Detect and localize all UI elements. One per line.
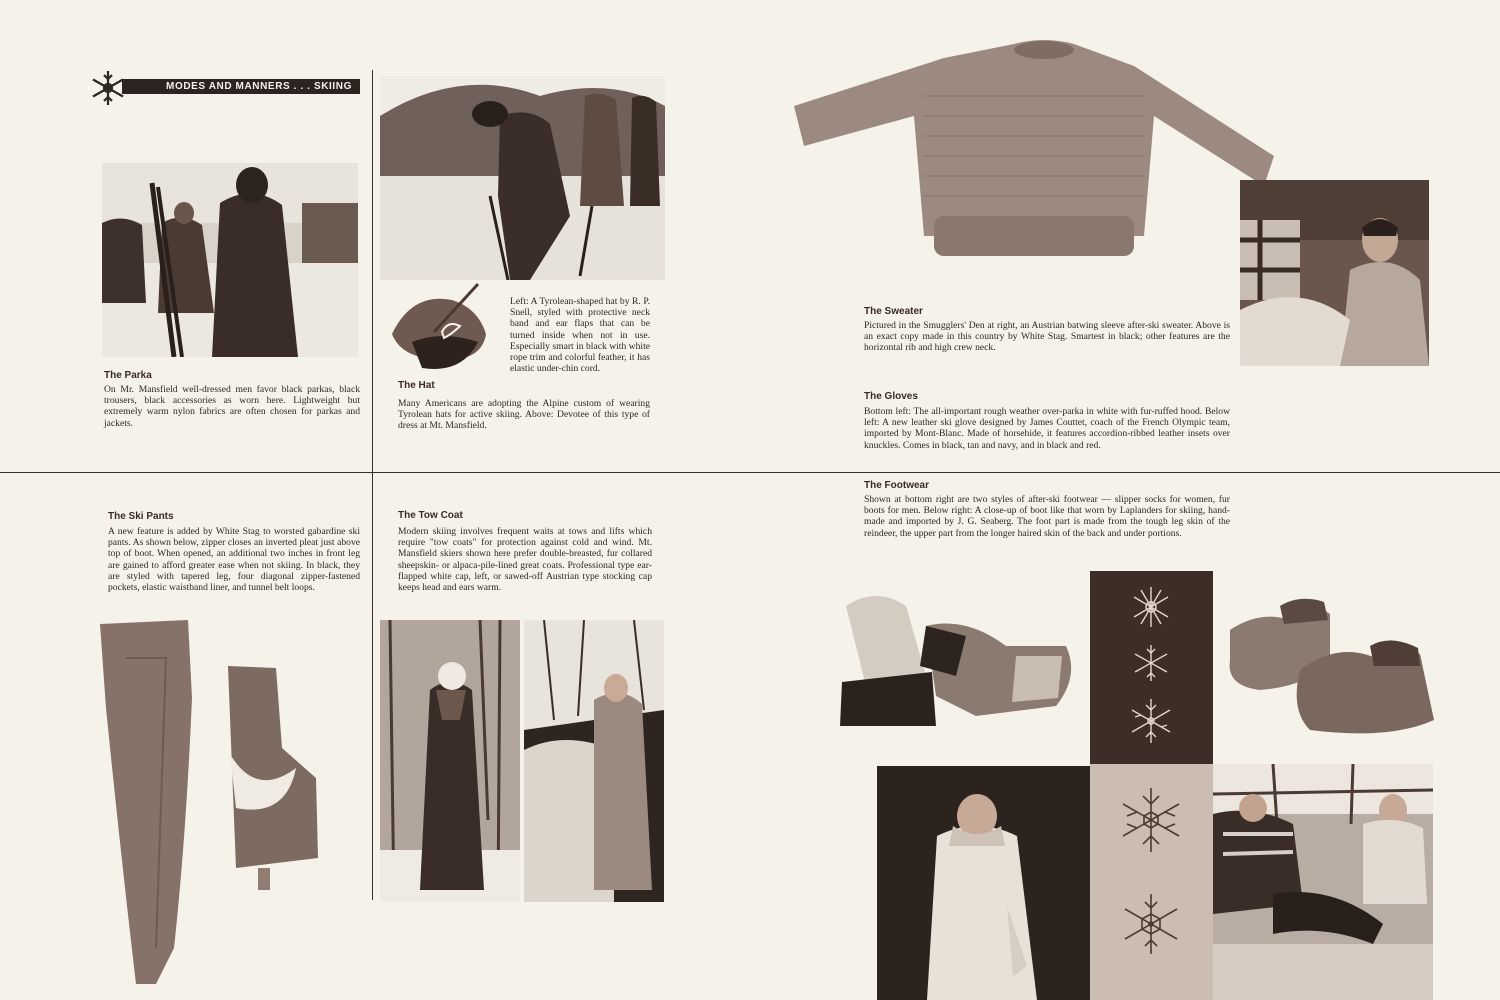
tow-coat-text: Modern skiing involves frequent waits at tows and lifts which require "tow coats" for protection against cold and wind. Mt. Mansfield skiers shown here prefer double-breasted, fur collared sheepskin- or alpaca-pile-lined great coats. Professional type ear-flapped white cap, left, or sawed-off Austrian type stocking cap keeps head and ears warm. <box>398 526 652 594</box>
hat-text: Many Americans are adopting the Alpine custom of wearing Tyrolean hats for active skiing. Above: Devotee of this type of dress at Mt. Mansfield. <box>398 398 650 432</box>
footwear-text: Shown at bottom right are two styles of after-ski footwear — slipper socks for women, fur boots for men. Below right: A close-up of boot like that worn by Laplanders for skiing, hand-made and imported by J. G. Seaberg. The foot part is made from the tough leg skin of the reindeer, the upper part from the longer haired skin of the back and under portions. <box>864 494 1230 539</box>
smugglers-den-photo <box>1240 180 1429 366</box>
snowflake-tile-bottom <box>1090 764 1213 1000</box>
parka-text: On Mr. Mansfield well-dressed men favor black parkas, black trousers, black accessories as worn here. Lightweight but extremely warm nylon fabrics are often chosen for parkas and jackets. <box>104 384 360 429</box>
snowflake-icon <box>1134 587 1168 627</box>
hat-heading: The Hat <box>398 380 435 391</box>
snowflake-tile-top <box>1090 571 1213 764</box>
parka-photo <box>102 163 358 357</box>
hat-caption: Left: A Tyrolean-shaped hat by R. P. Snell, styled with protective neck band and ear flaps that can be turned inside when not in use. Especially smart in black with white rope trim and colorful feather, it has elastic under-chin cord. <box>510 296 650 375</box>
ski-pants-heading: The Ski Pants <box>108 511 174 522</box>
snowflake-icon <box>1135 645 1167 681</box>
tow-coat-photo-left <box>380 620 520 902</box>
section-banner <box>88 68 360 106</box>
tow-coat-photo-right <box>524 620 664 902</box>
ski-pants-text: A new feature is added by White Stag to worsted gabardine ski pants. As shown below, zipper closes an inverted pleat just above top of boot. When opened, an additional two inches in front leg are gained to afford greater ease when not skiing. In black, they are styled with tapered leg, four diagonal zipper-fastened pockets, elastic waistband liner, and tunnel belt loops. <box>108 526 360 594</box>
snowflake-icon <box>1132 699 1170 743</box>
over-parka-photo <box>877 766 1090 1000</box>
banner-title: MODES AND MANNERS . . . SKIING <box>122 79 360 94</box>
ski-pants-photo <box>96 618 336 988</box>
parka-heading: The Parka <box>104 370 152 381</box>
sweater-photo <box>784 36 1284 276</box>
sweater-text: Pictured in the Smugglers' Den at right, an Austrian batwing sleeve after-ski sweater. Above is an exact copy made in this country by White Stag. Smartest in black; other features are the horizontal rib and high crew neck. <box>864 320 1230 354</box>
snowflake-icon <box>1125 894 1177 954</box>
vertical-divider <box>372 70 373 900</box>
gloves-heading: The Gloves <box>864 391 918 402</box>
tow-coat-heading: The Tow Coat <box>398 510 463 521</box>
tyrolean-hat-photo <box>382 282 500 382</box>
footwear-heading: The Footwear <box>864 480 930 491</box>
ski-gloves-photo <box>836 586 1080 726</box>
after-ski-boots-photo <box>1220 590 1436 740</box>
gloves-text: Bottom left: The all-important rough weather over-parka in white with fur-ruffed hood. Below left: A new leather ski glove designed by James Couttet, coach of the French Olympic team, imported by Mont-Blanc. Made of horsehide, it features accordion-ribbed leather insets over knuckles. Comes in black, tan and navy, and in black and red. <box>864 406 1230 451</box>
horizontal-divider <box>0 472 1500 473</box>
snowflake-icon <box>1123 788 1179 852</box>
lodge-footwear-photo <box>1213 764 1433 1000</box>
skiers-photo <box>380 76 665 280</box>
sweater-heading: The Sweater <box>864 306 923 317</box>
